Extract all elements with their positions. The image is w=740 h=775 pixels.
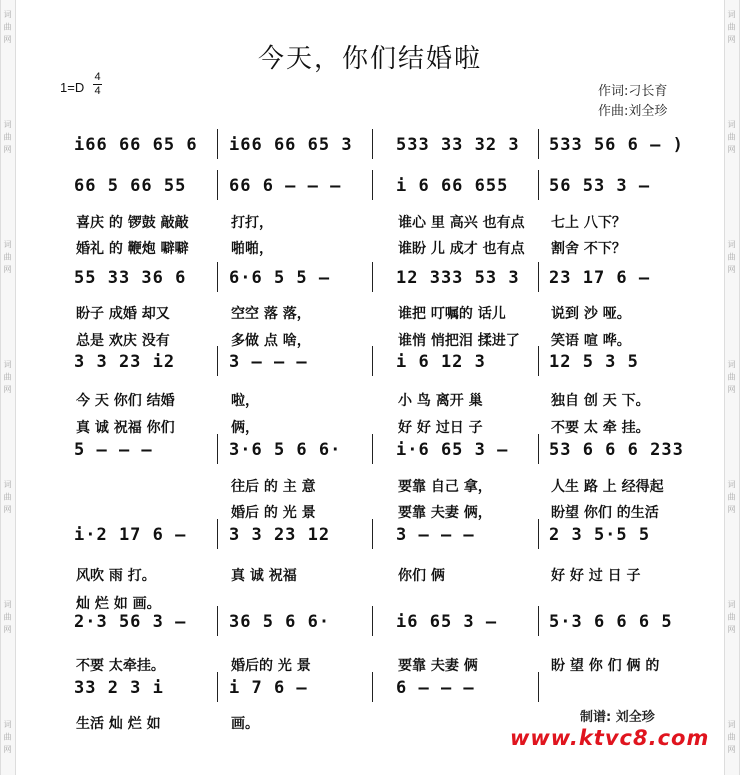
notation-measure: 5 – – – <box>74 440 153 460</box>
lyric-segment: 谁盼 儿 成才 也有点 <box>398 241 525 257</box>
watermark-strip-right <box>724 0 740 775</box>
lyric-segment: 今 天 你们 结婚 <box>76 393 175 409</box>
notation-measure: 56 53 3 – <box>549 176 651 196</box>
lyric-segment: 俩， <box>231 420 259 436</box>
notation-measure: 3 3 23 i2 <box>74 352 176 372</box>
notation-measure: i66 66 65 6 <box>74 135 198 155</box>
bar-line <box>217 519 218 549</box>
notation-measure: 55 33 36 6 <box>74 268 187 288</box>
composer-credit: 作曲:刘全珍 <box>598 104 668 119</box>
lyric-segment: 喜庆 的 锣鼓 敲敲 <box>76 215 189 231</box>
notation-measure: 33 2 3 i <box>74 678 164 698</box>
notation-measure: 6·6 5 5 – <box>229 268 331 288</box>
lyric-segment: 谁悄 悄把泪 揉进了 <box>398 333 520 349</box>
key-signature: 1=D <box>60 80 85 95</box>
watermark-strip-left <box>0 0 16 775</box>
notation-measure: 3 – – – <box>229 352 308 372</box>
bar-line <box>538 434 539 464</box>
lyric-segment: 真 诚 祝福 你们 <box>76 420 175 436</box>
lyric-segment: 往后 的 主 意 <box>231 479 316 495</box>
watermark-text: 词 曲 网 <box>3 120 12 155</box>
lyric-segment: 割舍 不下？ <box>551 241 626 257</box>
lyric-segment: 生活 灿 烂 如 <box>76 716 161 732</box>
bar-line <box>217 606 218 636</box>
lyric-segment: 说到 沙 哑。 <box>551 306 631 322</box>
notation-measure: 5·3 6 6 6 5 <box>549 612 673 632</box>
lyric-segment: 盼子 成婚 却又 <box>76 306 170 322</box>
notation-measure: 66 6 – – – <box>229 176 342 196</box>
lyric-segment: 不要 太 牵 挂。 <box>551 420 650 436</box>
lyric-segment: 打打， <box>231 215 273 231</box>
lyric-segment: 风吹 雨 打。 <box>76 568 156 584</box>
site-logo: www.ktvc8.com <box>510 726 710 750</box>
notation-measure: 3 3 23 12 <box>229 525 331 545</box>
lyric-segment: 啪啪， <box>231 241 273 257</box>
bar-line <box>217 129 218 159</box>
notation-measure: i·6 65 3 – <box>396 440 509 460</box>
notation-measure: 3·6 5 6 6· <box>229 440 342 460</box>
notation-measure: 2·3 56 3 – <box>74 612 187 632</box>
bar-line <box>538 606 539 636</box>
watermark-text: 词 曲 网 <box>3 240 12 275</box>
bar-line <box>538 129 539 159</box>
bar-line <box>372 434 373 464</box>
lyric-segment: 人生 路 上 经得起 <box>551 479 664 495</box>
bar-line <box>217 170 218 200</box>
lyric-segment: 要靠 夫妻 俩， <box>398 505 492 521</box>
notation-measure: 66 5 66 55 <box>74 176 187 196</box>
bar-line <box>538 346 539 376</box>
lyric-segment: 多做 点 啥， <box>231 333 311 349</box>
notation-measure: 12 333 53 3 <box>396 268 520 288</box>
lyric-segment: 真 诚 祝福 <box>231 568 297 584</box>
notation-measure: 3 – – – <box>396 525 475 545</box>
lyric-segment: 你们 俩 <box>398 568 445 584</box>
bar-line <box>372 129 373 159</box>
lyric-segment: 灿 烂 如 画。 <box>76 596 161 612</box>
notation-measure: i6 65 3 – <box>396 612 498 632</box>
lyric-segment: 总是 欢庆 没有 <box>76 333 170 349</box>
lyric-segment: 小 鸟 离开 巢 <box>398 393 483 409</box>
notation-measure: 53 6 6 6 233 <box>549 440 684 460</box>
bar-line <box>372 672 373 702</box>
notation-measure: i 6 66 655 <box>396 176 509 196</box>
notation-measure: i 6 12 3 <box>396 352 486 372</box>
notation-measure: 6 – – – <box>396 678 475 698</box>
watermark-text: 词 曲 网 <box>3 600 12 635</box>
lyric-segment: 不要 太牵挂。 <box>76 658 165 674</box>
lyric-segment: 要靠 夫妻 俩 <box>398 658 478 674</box>
bar-line <box>217 434 218 464</box>
meter-bottom: 4 <box>94 85 101 97</box>
watermark-text: 词 曲 网 <box>3 360 12 395</box>
lyric-segment: 盼望 你们 的生活 <box>551 505 659 521</box>
time-signature <box>93 72 102 97</box>
lyric-segment: 盼 望 你 们 俩 的 <box>551 658 660 674</box>
notation-measure: i·2 17 6 – <box>74 525 187 545</box>
bar-line <box>217 262 218 292</box>
bar-line <box>217 346 218 376</box>
lyric-segment: 婚后的 光 景 <box>231 658 311 674</box>
lyric-segment: 笑语 喧 哗。 <box>551 333 631 349</box>
bar-line <box>372 346 373 376</box>
meter-top: 4 <box>94 71 101 83</box>
bar-line <box>538 672 539 702</box>
lyric-segment: 好 好 过 日 子 <box>551 568 641 584</box>
watermark-text: 词 曲 网 <box>727 360 736 395</box>
page-title: 今天，你们结婚啦 <box>257 44 482 74</box>
bar-line <box>538 519 539 549</box>
notation-measure: 36 5 6 6· <box>229 612 331 632</box>
bar-line <box>372 170 373 200</box>
lyric-segment: 啦， <box>231 393 259 409</box>
maker-credit: 制谱: 刘全珍 <box>580 710 655 725</box>
watermark-text: 词 曲 网 <box>727 240 736 275</box>
lyricist-credit: 作词:刁长育 <box>598 84 668 99</box>
lyric-segment: 婚后 的 光 景 <box>231 505 316 521</box>
lyric-segment: 谁把 叮嘱的 话儿 <box>398 306 506 322</box>
watermark-text: 词 曲 网 <box>727 10 736 45</box>
watermark-text: 词 曲 网 <box>3 720 12 755</box>
notation-measure: 2 3 5·5 5 <box>549 525 651 545</box>
bar-line <box>217 672 218 702</box>
lyric-segment: 画。 <box>231 716 259 732</box>
watermark-text: 词 曲 网 <box>727 480 736 515</box>
bar-line <box>372 262 373 292</box>
notation-measure: 533 33 32 3 <box>396 135 520 155</box>
watermark-text: 词 曲 网 <box>727 600 736 635</box>
notation-measure: i 7 6 – <box>229 678 308 698</box>
lyric-segment: 空空 落 落， <box>231 306 311 322</box>
notation-measure: i66 66 65 3 <box>229 135 353 155</box>
watermark-text: 词 曲 网 <box>727 720 736 755</box>
notation-measure: 23 17 6 – <box>549 268 651 288</box>
notation-measure: 533 56 6 – ) <box>549 135 684 155</box>
lyric-segment: 婚礼 的 鞭炮 噼噼 <box>76 241 189 257</box>
lyric-segment: 七上 八下？ <box>551 215 626 231</box>
bar-line <box>372 606 373 636</box>
lyric-segment: 独自 创 天 下。 <box>551 393 650 409</box>
bar-line <box>538 170 539 200</box>
lyric-segment: 谁心 里 高兴 也有点 <box>398 215 525 231</box>
watermark-text: 词 曲 网 <box>727 120 736 155</box>
lyric-segment: 好 好 过日 子 <box>398 420 483 436</box>
lyric-segment: 要靠 自己 拿， <box>398 479 492 495</box>
watermark-text: 词 曲 网 <box>3 10 12 45</box>
bar-line <box>372 519 373 549</box>
bar-line <box>538 262 539 292</box>
watermark-text: 词 曲 网 <box>3 480 12 515</box>
notation-measure: 12 5 3 5 <box>549 352 639 372</box>
